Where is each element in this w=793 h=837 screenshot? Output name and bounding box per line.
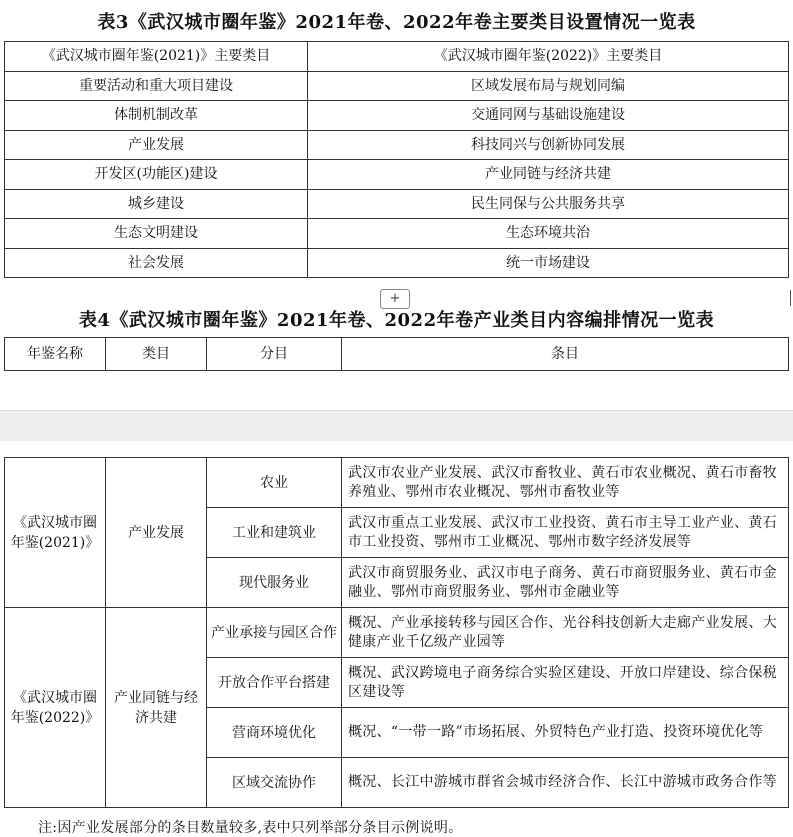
table3-header-2021: 《武汉城市圈年鉴(2021)》主要类目 [5,42,308,72]
entries-cell: 概况、“一带一路”市场拓展、外贸特色产业打造、投资环境优化等 [342,708,789,758]
table-row [5,608,789,658]
page-break [0,410,793,441]
subcategory-cell: 农业 [207,458,342,508]
subcategory-cell: 工业和建筑业 [207,508,342,558]
table-row [5,130,789,160]
table3-cell: 统一市场建设 [308,248,789,278]
table3-cell: 产业同链与经济共建 [308,160,789,190]
table-row [5,458,789,508]
table3-cell: 社会发展 [5,248,308,278]
table3-cell: 产业发展 [5,130,308,160]
table4-header [4,337,789,371]
table-row [5,248,789,278]
entries-cell: 武汉市重点工业发展、武汉市工业投资、黄石市主导工业产业、黄石市工业投资、鄂州市工业概况、鄂州市数字经济发展等 [342,508,789,558]
header-entries: 条目 [342,338,789,371]
header-category: 类目 [106,338,207,371]
table3-cell: 科技同兴与创新协同发展 [308,130,789,160]
table3-header-2022: 《武汉城市圈年鉴(2022)》主要类目 [308,42,789,72]
table4-body [4,457,789,808]
table-row [5,160,789,190]
table4-header-row [5,338,789,371]
table3-cell: 生态环境共治 [308,219,789,249]
table3-cell: 民生同保与公共服务共享 [308,189,789,219]
yearbook-name-2022: 《武汉城市圈年鉴(2022)》 [5,608,106,808]
table-row [5,101,789,131]
subcategory-cell: 开放合作平台搭建 [207,658,342,708]
entries-cell: 武汉市商贸服务业、武汉市电子商务、黄石市商贸服务业、黄石市金融业、鄂州市商贸服务业、鄂州市金融业等 [342,558,789,608]
table3-cell: 交通同网与基础设施建设 [308,101,789,131]
table3 [4,41,789,278]
table-row [5,71,789,101]
category-2021: 产业发展 [106,458,207,608]
table3-cell: 开发区(功能区)建设 [5,160,308,190]
table3-cell: 重要活动和重大项目建设 [5,71,308,101]
table3-caption: 表3《武汉城市圈年鉴》2021年卷、2022年卷主要类目设置情况一览表 [97,12,696,33]
entries-cell: 武汉市农业产业发展、武汉市畜牧业、黄石市农业概况、黄石市畜牧养殖业、鄂州市农业概况、鄂州市畜牧业等 [342,458,789,508]
table3-cell: 体制机制改革 [5,101,308,131]
subcategory-cell: 营商环境优化 [207,708,342,758]
table4-caption: 表4《武汉城市圈年鉴》2021年卷、2022年卷产业类目内容编排情况一览表 [78,310,715,331]
header-subcategory: 分目 [207,338,342,371]
text-cursor [790,290,791,306]
subcategory-cell: 产业承接与园区合作 [207,608,342,658]
entries-cell: 概况、长江中游城市群省会城市经济合作、长江中游城市政务合作等 [342,758,789,808]
add-table-button[interactable]: + [380,289,410,309]
table3-cell: 区域发展布局与规划同编 [308,71,789,101]
yearbook-name-2021: 《武汉城市圈年鉴(2021)》 [5,458,106,608]
table-row [5,189,789,219]
subcategory-cell: 现代服务业 [207,558,342,608]
category-2022: 产业同链与经济共建 [106,608,207,808]
header-yearbook-name: 年鉴名称 [5,338,106,371]
table3-cell: 生态文明建设 [5,219,308,249]
table3-cell: 城乡建设 [5,189,308,219]
entries-cell: 概况、武汉跨境电子商务综合实验区建设、开放口岸建设、综合保税区建设等 [342,658,789,708]
table3-header-row [5,42,789,72]
entries-cell: 概况、产业承接转移与园区合作、光谷科技创新大走廊产业发展、大健康产业千亿级产业园等 [342,608,789,658]
subcategory-cell: 区域交流协作 [207,758,342,808]
table-row [5,219,789,249]
table4-note: 注:因产业发展部分的条目数量较多,表中只列举部分条目示例说明。 [38,820,463,836]
